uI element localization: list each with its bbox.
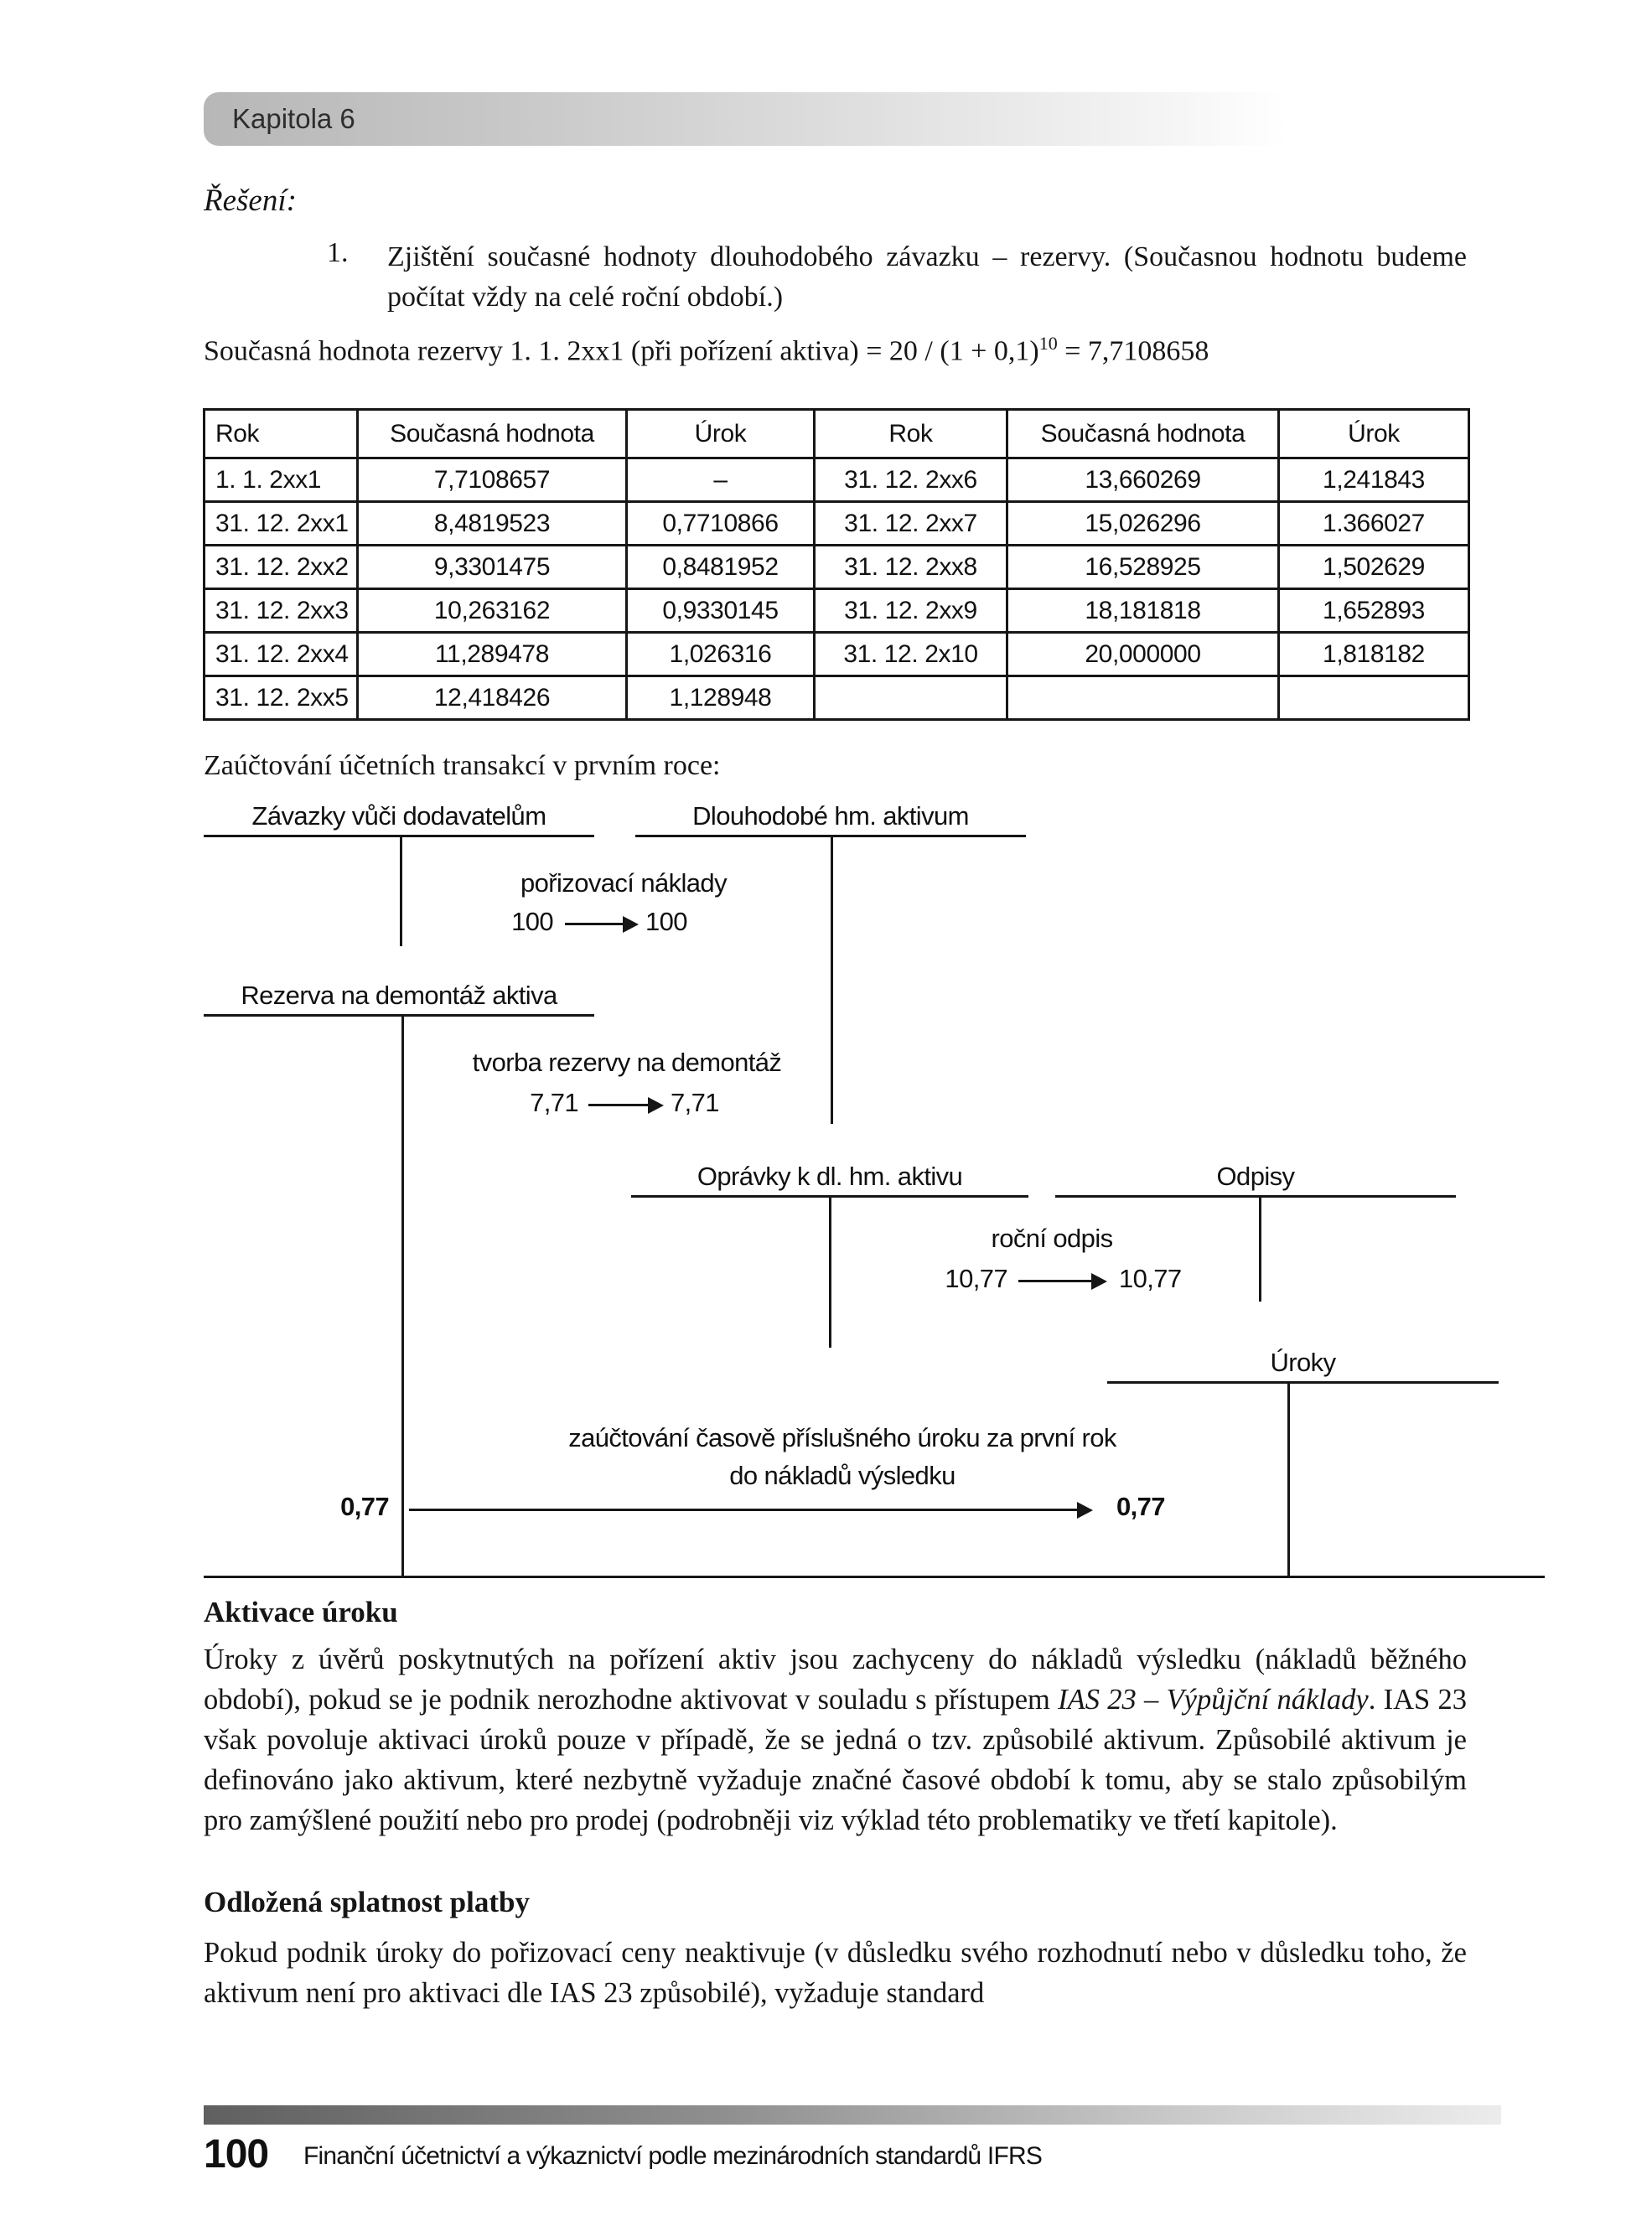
- col-header: Úrok: [1279, 410, 1469, 458]
- t-account-line: [401, 1014, 404, 1578]
- formula-pre: Současná hodnota rezervy 1. 1. 2xx1 (při pořízení aktiva) = 20 / (1 + 0,1): [204, 335, 1039, 367]
- entry-amount-credit: 0,77: [1116, 1492, 1165, 1521]
- entry-amount-debit: 7,71: [530, 1088, 578, 1117]
- table-header-row: [205, 410, 1469, 458]
- t-account-label-opravky: Oprávky k dl. hm. aktivu: [697, 1162, 963, 1191]
- t-account-label-rezerva: Rezerva na demontáž aktiva: [241, 981, 557, 1010]
- t-account-line: [1055, 1195, 1456, 1198]
- chapter-label: Kapitola 6: [232, 103, 355, 134]
- paragraph-odlozena: Pokud podnik úroky do pořizovací ceny neaktivuje (v důsledku svého rozhodnutí nebo v důsledku toho, že aktivum není pro aktivaci dle IAS 23 způsobilé), vyžaduje standard: [204, 1937, 1467, 2009]
- formula-exponent: 10: [1038, 333, 1058, 354]
- t-account-line: [1107, 1381, 1499, 1384]
- paragraph-aktivace: [204, 1639, 1467, 1840]
- posting-arrow: [588, 1104, 649, 1106]
- t-account-line: [204, 835, 594, 837]
- section-heading-odlozena: Odložená splatnost platby: [204, 1886, 530, 1918]
- entry-label-porizovaci: pořizovací náklady: [520, 868, 727, 898]
- entry-amount-debit: 10,77: [945, 1264, 1007, 1293]
- col-header: Rok: [205, 410, 358, 458]
- t-account-label-odpisy: Odpisy: [1216, 1162, 1295, 1191]
- book-title: Finanční účetnictví a výkaznictví podle mezinárodních standardů IFRS: [303, 2142, 1043, 2170]
- t-account-label-aktivum: Dlouhodobé hm. aktivum: [692, 801, 969, 831]
- t-account-label-uroky: Úroky: [1270, 1348, 1336, 1377]
- diagram-bottom-rule: [204, 1576, 1545, 1578]
- entry-amount-credit: 10,77: [1119, 1264, 1182, 1293]
- entry-amount-credit: 7,71: [671, 1088, 719, 1117]
- page-number: 100: [204, 2132, 269, 2177]
- table-row: 31. 12. 2xx1 8,4819523 0,7710866 31. 12. 2xx7 15,026296 1.366027: [205, 502, 1469, 546]
- entry-label-urok-line1: zaúčtování časově příslušného úroku za první rok: [568, 1423, 1116, 1452]
- present-value-table: [203, 408, 1470, 721]
- entry-label-urok-line2: do nákladů výsledku: [729, 1461, 955, 1490]
- list-item-text: Zjištění současné hodnoty dlouhodobého závazku – rezervy. (Současnou hodnotu budeme počítat vždy na celé roční období.): [387, 241, 1467, 313]
- diagram-heading: Zaúčtování účetních transakcí v prvním roce:: [204, 750, 721, 781]
- t-account-label-zavazky: Závazky vůči dodavatelům: [251, 801, 546, 831]
- footer-rule-bar: [204, 2105, 1501, 2125]
- posting-arrow: [409, 1509, 1078, 1511]
- col-header: Současná hodnota: [1007, 410, 1279, 458]
- entry-amount-debit: 0,77: [340, 1492, 389, 1521]
- chapter-header-bar: [204, 92, 1287, 146]
- entry-label-odpis: roční odpis: [991, 1224, 1113, 1253]
- t-account-line: [829, 1195, 831, 1348]
- t-account-line: [1259, 1195, 1261, 1302]
- t-account-line: [400, 835, 402, 946]
- paragraph-segment-italic: IAS 23 – Výpůjční náklady: [1058, 1684, 1369, 1716]
- entry-amount-credit: 100: [645, 907, 687, 936]
- col-header: Rok: [815, 410, 1007, 458]
- posting-arrow: [1018, 1280, 1092, 1282]
- section-heading-aktivace: Aktivace úroku: [204, 1596, 398, 1628]
- t-account-line: [204, 1014, 594, 1017]
- table-row: 31. 12. 2xx2 9,3301475 0,8481952 31. 12. 2xx8 16,528925 1,502629: [205, 546, 1469, 589]
- col-header: Současná hodnota: [358, 410, 627, 458]
- table-row: 1. 1. 2xx1 7,7108657 – 31. 12. 2xx6 13,660269 1,241843: [205, 458, 1469, 502]
- t-account-line: [1287, 1381, 1290, 1578]
- col-header: Úrok: [627, 410, 815, 458]
- table-row: 31. 12. 2xx5 12,418426 1,128948: [205, 676, 1469, 720]
- table-row: 31. 12. 2xx3 10,263162 0,9330145 31. 12. 2xx9 18,181818 1,652893: [205, 589, 1469, 633]
- list-item-number: 1.: [327, 237, 349, 268]
- entry-amount-debit: 100: [511, 907, 553, 936]
- paragraph-segment: . IAS 23 však povoluje aktivaci úroků pouze v případě, že se jedná o tzv. způsobilé aktivum. Způsobilé aktivum je definováno jako aktivum, které nezbytně vyžaduje značné časové období k tomu, aby se stalo způsobilým pro zamýšlené použití nebo pro prodej (podrobněji viz výklad této problematiky ve třetí kapitole).: [204, 1684, 1467, 1836]
- entry-label-tvorba: tvorba rezervy na demontáž: [472, 1048, 782, 1077]
- table-row: 31. 12. 2xx4 11,289478 1,026316 31. 12. 2x10 20,000000 1,818182: [205, 633, 1469, 676]
- solution-heading: Řešení:: [204, 184, 297, 218]
- paragraph-segment: Úroky z úvěrů poskytnutých na pořízení aktiv jsou zachyceny do nákladů výsledku (nákladů běžného období), pokud se je podnik nerozhodne aktivovat v souladu s přístupem: [204, 1644, 1467, 1716]
- posting-arrow: [565, 923, 624, 925]
- present-value-formula: [204, 333, 1209, 367]
- formula-post: = 7,7108658: [1057, 335, 1209, 367]
